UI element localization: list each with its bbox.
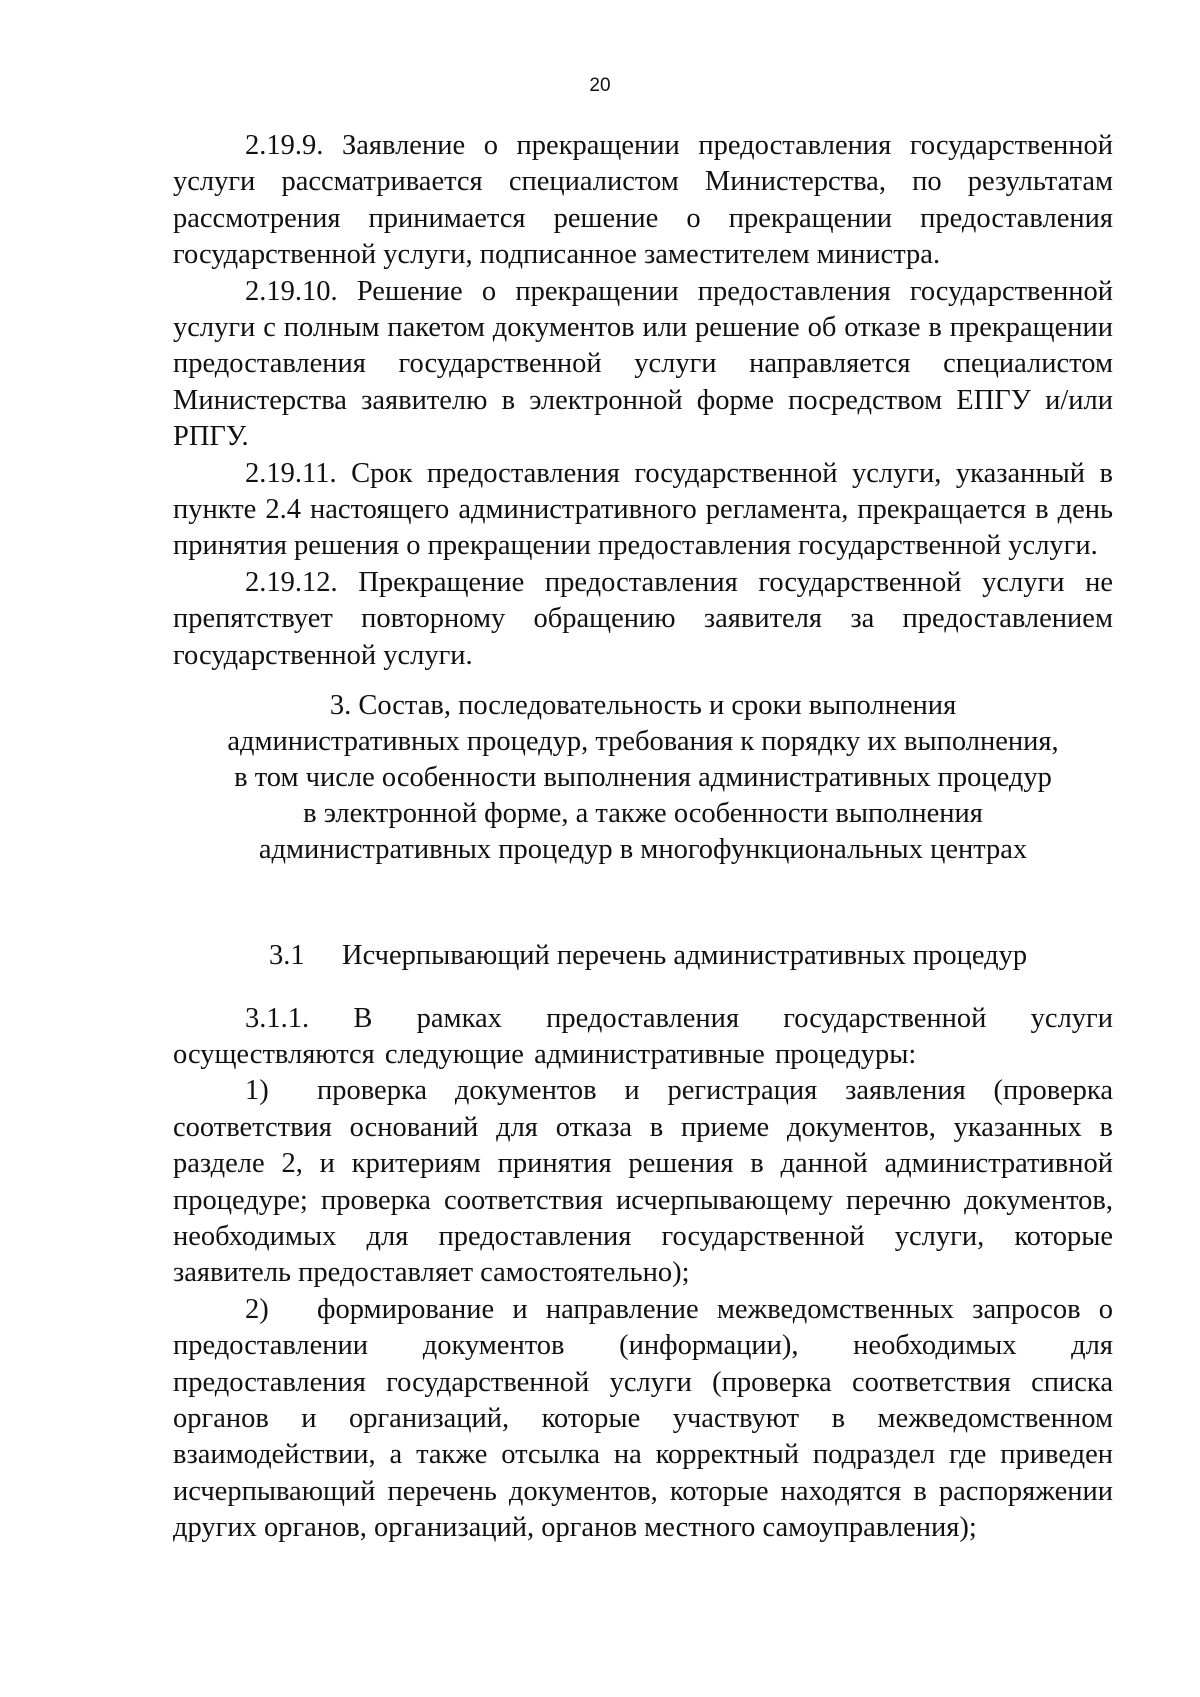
list-item-text: проверка документов и регистрация заявления (проверка соответствия оснований для отказа в приеме документов, указанных в разделе 2, и критериям принятия решения в данной административной процедуре; проверка соответствия исчерпывающему перечню документов, необходимых для предоставления государственной услуги, которые заявитель предоставляет самостоятельно);: [173, 1075, 1113, 1289]
subsection-3-1-heading: [173, 938, 1113, 974]
list-item-number: 1): [245, 1075, 269, 1107]
subsection-number: 3.1: [269, 940, 305, 972]
list-item-number: 2): [245, 1293, 269, 1325]
paragraph-2-19-12: 2.19.12. Прекращение предоставления государственной услуги не препятствует повторному обращению заявителя за предоставлением государственной услуги.: [173, 566, 1113, 671]
list-item: [173, 1292, 1113, 1547]
paragraph-2-19-11: 2.19.11. Срок предоставления государственной услуги, указанный в пункте 2.4 настоящего административного регламента, прекращается в день принятия решения о прекращении предоставления государственной услуги.: [173, 457, 1113, 562]
paragraph-2-19-10: 2.19.10. Решение о прекращении предоставления государственной услуги с полным пакетом документов или решение об отказе в прекращении предоставления государственной услуги направляется специалистом Министерства заявителю в электронной форме посредством ЕПГУ и/или РПГУ.: [173, 275, 1113, 453]
document-body: [173, 128, 1113, 1547]
section-3-heading: [173, 688, 1113, 868]
section-heading-line: административных процедур, требования к порядку их выполнения,: [227, 726, 1059, 758]
page-number: 20: [589, 75, 611, 96]
section-heading-line: административных процедур в многофункциональных центрах: [258, 834, 1028, 866]
paragraph-3-1-1: 3.1.1. В рамках предоставления государственной услуги осуществляются следующие административные процедуры:: [173, 1002, 1113, 1070]
list-item-text: формирование и направление межведомственных запросов о предоставлении документов (информации), необходимых для предоставления государственной услуги (проверка соответствия списка органов и организаций, которые участвуют в межведомственном взаимодействии, а также отсылка на корректный подраздел где приведен исчерпывающий перечень документов, которые находятся в распоряжении других органов, организаций, органов местного самоуправления);: [173, 1293, 1113, 1544]
section-heading-line: в электронной форме, а также особенности выполнения: [303, 798, 983, 830]
section-heading-line: 3. Состав, последовательность и сроки выполнения: [329, 690, 957, 722]
section-heading-line: в том числе особенности выполнения административных процедур: [234, 762, 1052, 794]
subsection-title: Исчерпывающий перечень административных процедур: [342, 940, 1028, 972]
list-item: [173, 1073, 1113, 1291]
paragraph-2-19-9: 2.19.9. Заявление о прекращении предоставления государственной услуги рассматривается специалистом Министерства, по результатам рассмотрения принимается решение о прекращении предоставления государственной услуги, подписанное заместителем министра.: [173, 130, 1113, 271]
